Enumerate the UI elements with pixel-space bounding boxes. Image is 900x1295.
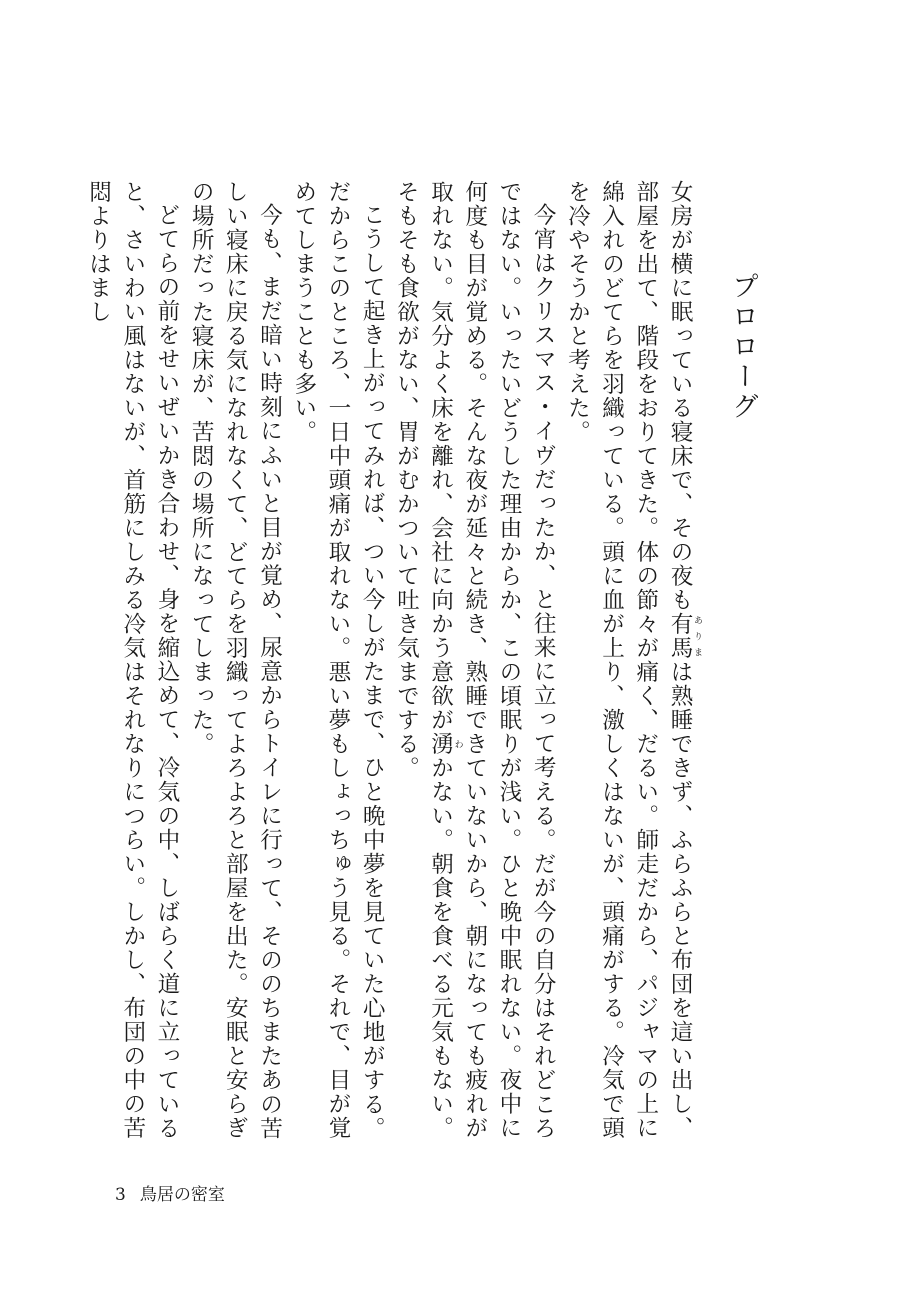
paragraph-1: 女房が横に眠っている寝床で、その夜も有馬 ありまは熟睡できず、ふらふらと布団を這い出し、部屋を出て、階段をおりてきた。体の節々が痛く、だるい。師走だから、パジャマの上に綿入れのどてらを羽織っている。頭に血が上り、激しくはないが、頭痛がする。冷気で頭を冷やそうかと考えた。: [564, 180, 702, 1140]
paragraph-3: こうして起き上がってみれば、つい今しがたまで、ひと晩中夢を見ていた心地がする。だからこのところ、一日中頭痛が取れない。悪い夢もしょっちゅう見る。それで、目が覚めてしまうことも多い。: [290, 180, 386, 1140]
page-footer: [115, 1180, 225, 1205]
paragraph-2: 今宵はクリスマス・イヴだったか、と往来に立って考える。だが今の自分はそれどころではない。いったいどうした理由からか、この頃眠りが浅い。ひと晩中眠れない。夜中に何度も目が覚める。そんな夜が延々と続き、熟睡できていないから、朝になっても疲れが取れない。気分よく床を離れ、会社に向かう意欲が湧 わかない。朝食を食べる元気もない。そもそも食欲がない、胃がむかついて吐き気までする。: [393, 180, 557, 1140]
ruby-arima: 有馬 ありま: [667, 612, 702, 660]
ruby-waku: 湧 わ: [427, 732, 463, 756]
body-text: [81, 180, 702, 1140]
page-number: 3: [115, 1185, 126, 1205]
paragraph-4: 今も、まだ暗い時刻にふいと目が覚め、尿意からトイレに行って、そののちまたあの苦しい寝床に戻る気になれなくて、どてらを羽織ってよろよろと部屋を出た。安眠と安らぎの場所だった寝床が、苦悶の場所になってしまった。: [188, 180, 283, 1140]
book-title: 鳥居の密室: [139, 1185, 225, 1205]
chapter-title: プロローグ: [727, 272, 758, 422]
paragraph-5: どてらの前をせいぜいかき合わせ、身を縮込めて、冷気の中、しばらく道に立っていると、さいわい風はないが、首筋にしみる冷気はそれなりにつらい。しかし、布団の中の苦悶よりはまし: [85, 180, 180, 1140]
